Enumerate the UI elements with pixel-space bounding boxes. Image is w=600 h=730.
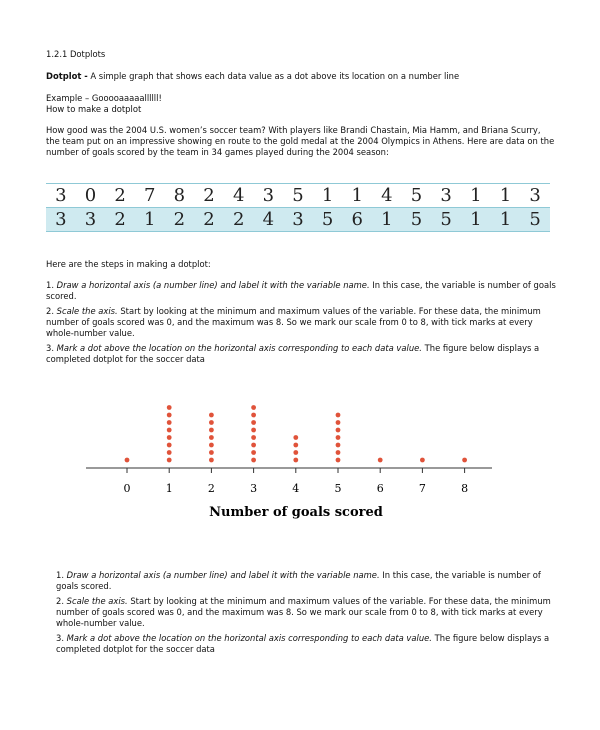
dots-layer	[125, 405, 467, 462]
data-cell: 3	[520, 184, 550, 208]
data-cell: 1	[461, 208, 491, 232]
data-cell: 2	[194, 184, 224, 208]
tick-label: 1	[165, 482, 173, 495]
data-cell: 2	[105, 184, 135, 208]
data-cell: 8	[165, 184, 195, 208]
data-cell: 2	[194, 208, 224, 232]
goals-data-table	[46, 183, 550, 232]
data-cell: 3	[46, 208, 76, 232]
dot-point	[336, 450, 341, 455]
goals-dotplot	[80, 398, 500, 528]
step-3-repeat: 3. Mark a dot above the location on the horizontal axis corresponding to each data value. The figure below displays a completed dotplot for the soccer data	[56, 633, 550, 654]
data-cell: 3	[76, 208, 106, 232]
tick-label: 6	[376, 482, 384, 495]
data-cell: 1	[135, 208, 165, 232]
howto-line: How to make a dotplot	[46, 104, 142, 114]
dot-point	[167, 420, 172, 425]
dot-point	[167, 428, 172, 433]
data-cell: 5	[402, 184, 432, 208]
dot-point	[251, 405, 256, 410]
dot-point	[167, 435, 172, 440]
dot-point	[251, 435, 256, 440]
dot-point	[209, 413, 214, 418]
dot-point	[125, 458, 130, 463]
dot-point	[167, 458, 172, 463]
data-cell: 6	[342, 208, 372, 232]
data-cell: 4	[372, 184, 402, 208]
data-cell: 2	[224, 208, 254, 232]
dot-point	[336, 458, 341, 463]
tick-label: 4	[292, 482, 300, 495]
tick-label: 2	[207, 482, 215, 495]
dot-point	[251, 413, 256, 418]
data-cell: 5	[431, 208, 461, 232]
dot-point	[336, 435, 341, 440]
data-cell: 1	[491, 184, 521, 208]
tick-label: 5	[334, 482, 342, 495]
data-cell: 1	[342, 184, 372, 208]
data-cell: 7	[135, 184, 165, 208]
dot-point	[167, 443, 172, 448]
data-row	[46, 208, 550, 232]
dot-point	[462, 458, 467, 463]
data-cell: 3	[253, 184, 283, 208]
section-heading: 1.2.1 Dotplots	[46, 49, 106, 59]
data-cell: 4	[253, 208, 283, 232]
x-axis-title: Number of goals scored	[209, 505, 383, 520]
dot-point	[336, 420, 341, 425]
data-cell: 2	[105, 208, 135, 232]
dot-point	[293, 443, 298, 448]
intro-paragraph: How good was the 2004 U.S. women’s soccer team? With players like Brandi Chastain, Mia Hamm, and Briana Scurry, the team put on an impressive showing en route to the gold medal at the 2004 Olympics in Athens. Here are data on the number of goals scored by the team in 34 games played during the 2004 season:	[46, 125, 555, 157]
dot-point	[293, 458, 298, 463]
tick-label: 7	[418, 482, 426, 495]
data-cell: 3	[46, 184, 76, 208]
data-cell: 2	[165, 208, 195, 232]
data-cell: 5	[313, 208, 343, 232]
step-1-repeat: 1. Draw a horizontal axis (a number line) and label it with the variable name. In this case, the variable is number of goals scored.	[56, 570, 541, 591]
dot-point	[293, 435, 298, 440]
dot-point	[251, 443, 256, 448]
data-cell: 5	[402, 208, 432, 232]
tick-label: 3	[250, 482, 258, 495]
steps-intro: Here are the steps in making a dotplot:	[46, 259, 211, 269]
data-cell: 1	[313, 184, 343, 208]
definition-term: Dotplot -	[46, 71, 88, 81]
definition-line	[46, 71, 556, 82]
dot-point	[167, 413, 172, 418]
data-cell: 1	[372, 208, 402, 232]
step-2-repeat: 2. Scale the axis. Start by looking at the minimum and maximum values of the variable. For these data, the minimum number of goals scored was 0, and the maximum was 8. So we mark our scale from 0 to 8, with tick marks at every whole-number value.	[56, 596, 551, 628]
dot-point	[209, 443, 214, 448]
dot-point	[209, 428, 214, 433]
dot-point	[167, 450, 172, 455]
step-2: 2. Scale the axis. Start by looking at the minimum and maximum values of the variable. For these data, the minimum number of goals scored was 0, and the maximum was 8. So we mark our scale from 0 to 8, with tick marks at every whole-number value.	[46, 306, 541, 338]
dot-point	[209, 458, 214, 463]
data-row	[46, 184, 550, 208]
tick-label: 0	[123, 482, 131, 495]
dot-point	[251, 450, 256, 455]
data-cell: 1	[491, 208, 521, 232]
tick-label: 8	[461, 482, 469, 495]
data-cell: 3	[283, 208, 313, 232]
steps-list-second	[56, 570, 556, 655]
steps-list-first	[46, 280, 556, 365]
data-cell: 5	[520, 208, 550, 232]
ticks-layer	[124, 468, 469, 495]
dot-point	[251, 458, 256, 463]
data-cell: 4	[224, 184, 254, 208]
dot-point	[209, 420, 214, 425]
dot-point	[167, 405, 172, 410]
dot-point	[209, 435, 214, 440]
definition-text: A simple graph that shows each data value as a dot above its location on a number line	[87, 71, 460, 81]
step-1: 1. Draw a horizontal axis (a number line) and label it with the variable name. In this case, the variable is number of goals scored.	[46, 280, 556, 301]
data-cell: 1	[461, 184, 491, 208]
dot-point	[336, 428, 341, 433]
dot-point	[378, 458, 383, 463]
dot-point	[209, 450, 214, 455]
dot-point	[336, 413, 341, 418]
data-cell: 5	[283, 184, 313, 208]
dot-point	[420, 458, 425, 463]
dot-point	[336, 443, 341, 448]
data-cell: 3	[431, 184, 461, 208]
dot-point	[293, 450, 298, 455]
step-3: 3. Mark a dot above the location on the horizontal axis corresponding to each data value. The figure below displays a completed dotplot for the soccer data	[46, 343, 540, 364]
dot-point	[251, 420, 256, 425]
dot-point	[251, 428, 256, 433]
data-cell: 0	[76, 184, 106, 208]
example-line: Example – Gooooaaaaallllll!	[46, 93, 162, 103]
